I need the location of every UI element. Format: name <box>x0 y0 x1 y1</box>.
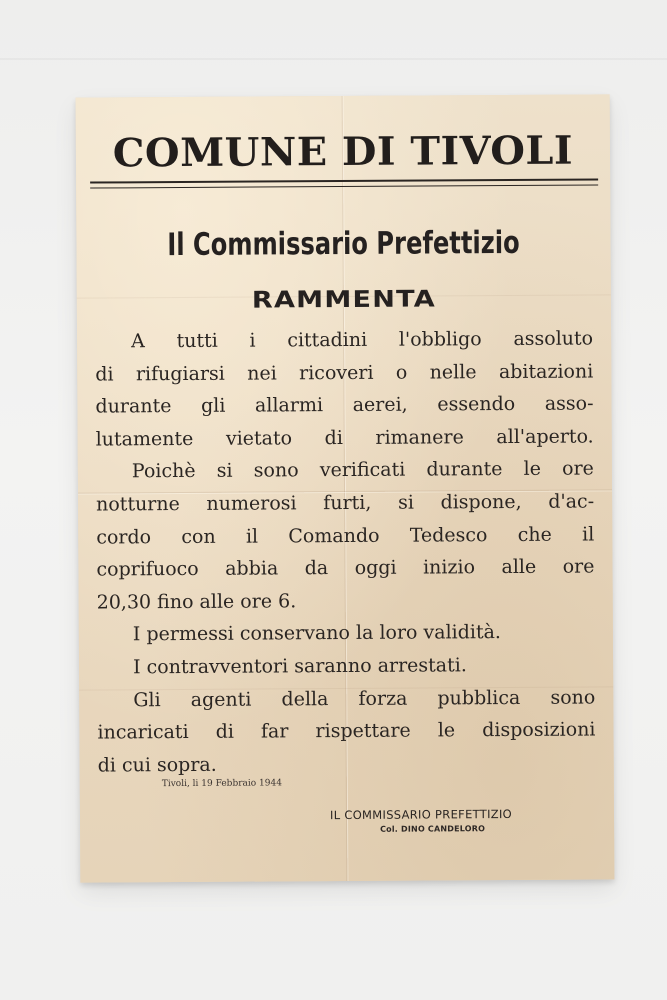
body-line: Gli agenti della forza pubblica sono <box>133 686 596 711</box>
title-rule-thin <box>90 184 598 188</box>
body-line: cordo con il Comando Tedesco che il <box>96 523 595 549</box>
poster-title: COMUNE DI TIVOLI <box>112 127 574 177</box>
poster-sheet <box>76 94 615 882</box>
poster-subtitle: Il Commissario Prefettizio <box>167 224 520 264</box>
signature-title: IL COMMISSARIO PREFETTIZIO <box>329 806 513 823</box>
signature-name: Col. DINO CANDELORO <box>380 824 486 834</box>
body-line: I contravventori saranno arrestati. <box>133 654 467 679</box>
body-line: notturne numerosi furti, si dispone, d'ac- <box>96 490 595 516</box>
body-line: coprifuoco abbia da oggi inizio alle ore <box>96 555 595 581</box>
backdrop-seam <box>0 58 667 60</box>
title-rule-thick <box>90 178 598 183</box>
body-line: incaricati di far rispettare le disposizioni <box>97 718 596 744</box>
notice-date: Tivoli, li 19 Febbraio 1944 <box>161 778 282 790</box>
body-line: di rifugiarsi nei ricoveri o nelle abitazioni <box>95 360 594 386</box>
body-line: 20,30 fino alle ore 6. <box>96 590 297 614</box>
body-line: di cui sopra. <box>97 753 217 777</box>
body-line: lutamente vietato di rimanere all'aperto. <box>95 425 594 451</box>
poster-heading: RAMMENTA <box>251 286 436 314</box>
notice-body <box>95 322 596 781</box>
body-line: A tutti i cittadini l'obbligo assoluto <box>131 327 594 353</box>
body-line: I permessi conservano la loro validità. <box>132 621 502 646</box>
body-line: Poichè si sono verificati durante le ore <box>131 457 594 483</box>
body-line: durante gli allarmi aerei, essendo asso- <box>95 392 594 418</box>
